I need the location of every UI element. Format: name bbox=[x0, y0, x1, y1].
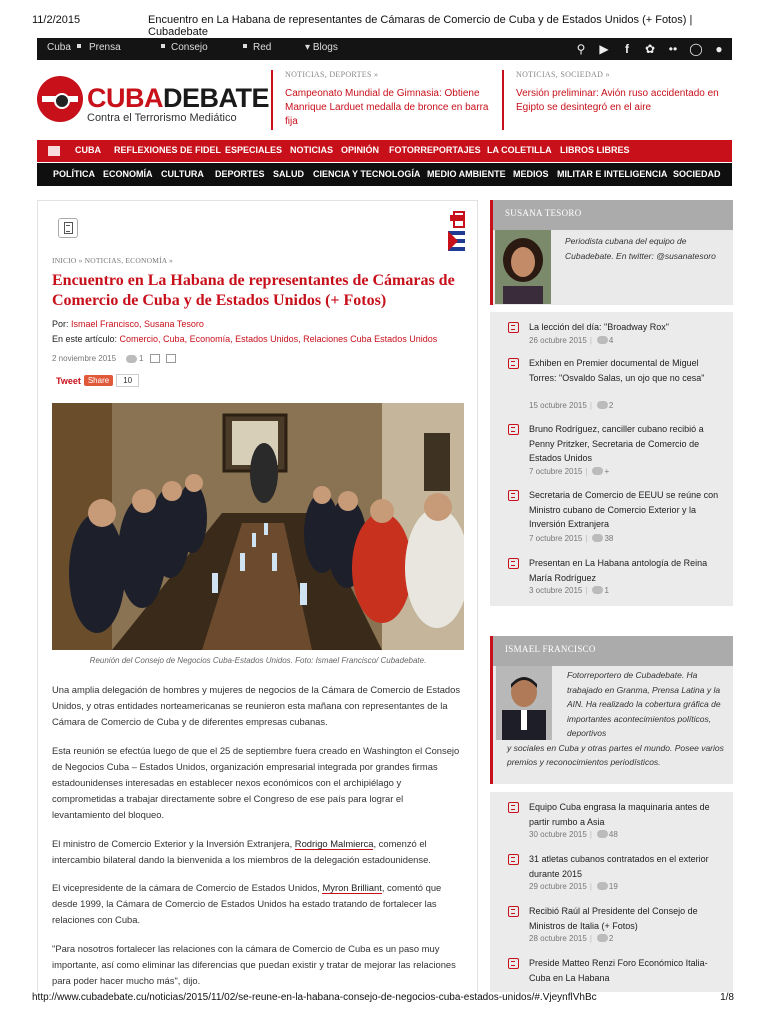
header-news-headline[interactable]: Versión preliminar: Avión ruso accidentado en Egipto se desintegró en el aire bbox=[516, 88, 719, 113]
topbar-link-prensa[interactable]: Prensa bbox=[89, 42, 121, 53]
person-link-brilliant[interactable]: Myron Brilliant bbox=[322, 882, 382, 894]
author-avatar bbox=[495, 230, 551, 304]
nav-item-cuba[interactable]: CUBA bbox=[75, 145, 101, 155]
share-button[interactable]: Share bbox=[84, 375, 113, 386]
cuba-flag-icon[interactable] bbox=[448, 231, 465, 251]
ivoox-icon[interactable]: ◯ bbox=[689, 42, 703, 56]
print-icon[interactable] bbox=[450, 211, 464, 224]
nav-item-deportes[interactable]: DEPORTES bbox=[215, 169, 265, 179]
nav-item-politica[interactable]: POLÍTICA bbox=[53, 169, 95, 179]
author-articles-list: Equipo Cuba engrasa la maquinaria antes de partir rumbo a Asia 30 octubre 2015 | 48 31 atletas cubanos contratados en el exterior durante 2015 29 octubre 2015 | 19 Recibió Raúl al Presidente del Consejo de Ministros de Italia (+ Fotos) 28 octubre 2015 | 2 Preside Matteo Renzi Foro Económico Italia-Cuba en La Habana bbox=[490, 792, 733, 992]
author-box-susana bbox=[490, 200, 733, 305]
header-news-item bbox=[271, 70, 496, 130]
topbar-link-blogs[interactable]: ▾ Blogs bbox=[305, 42, 338, 53]
topbar-link-consejo[interactable]: Consejo bbox=[155, 42, 208, 53]
article-paragraph: El ministro de Comercio Exterior y la Inversión Extranjera, Rodrigo Malmierca, comenzó el intercambio bilateral dando la bienvenida a los miembros de la delegación estadounidense. bbox=[52, 837, 431, 865]
primary-nav bbox=[37, 140, 732, 162]
tweet-button[interactable]: Tweet bbox=[56, 375, 81, 386]
article-byline bbox=[52, 319, 204, 329]
article-date: 2 noviembre 2015 bbox=[52, 354, 117, 363]
author-name[interactable]: SUSANA TESORO bbox=[493, 200, 733, 230]
article-title: Encuentro en La Habana de representantes de Cámaras de Comercio de Cuba y de Estados Unidos (+ Fotos) bbox=[52, 272, 455, 309]
header-news-headline[interactable]: Campeonato Mundial de Gimnasia: Obtiene Manrique Larduet medalla de bronce en barra fija bbox=[285, 88, 489, 127]
article-paragraph: Esta reunión se efectúa luego de que el 25 de septiembre fuera creado en Washington el Consejo de Negocios Cuba – Estados Unidos, organización empresarial integrada por grandes firmas estadounidenses interesadas en establecer nexos económicos con el archipiélago y comprometidas a trabajar directamente sobre el Congreso de ese país para lograr el levantamiento del bloqueo. bbox=[52, 744, 460, 821]
email-icon[interactable] bbox=[150, 354, 160, 363]
facebook-icon[interactable]: f bbox=[625, 42, 629, 56]
nav-item-libros[interactable]: LIBROS LIBRES bbox=[560, 145, 630, 155]
author-bio: Periodista cubana del equipo de Cubadebate. En twitter: @susanatesoro bbox=[565, 236, 716, 261]
article-body bbox=[52, 682, 464, 1001]
flickr-icon[interactable]: •• bbox=[668, 42, 678, 56]
article-icon bbox=[508, 958, 519, 969]
article-icon bbox=[508, 802, 519, 813]
print-header bbox=[32, 14, 736, 38]
nav-item-cultura[interactable]: CULTURA bbox=[161, 169, 204, 179]
nav-item-salud[interactable]: SALUD bbox=[273, 169, 304, 179]
nav-item-sociedad[interactable]: SOCIEDAD bbox=[673, 169, 721, 179]
comment-bubble-icon bbox=[126, 355, 137, 363]
nav-item-ciencia[interactable]: CIENCIA Y TECNOLOGÍA bbox=[313, 169, 421, 179]
article-photo[interactable] bbox=[52, 403, 464, 650]
youtube-icon[interactable]: ▶ bbox=[599, 42, 609, 56]
search-icon[interactable]: ⚲ bbox=[576, 42, 586, 56]
twitter-icon[interactable]: ✿ bbox=[644, 42, 656, 56]
author-articles-list: La lección del día: "Broadway Rox" 26 octubre 2015 | 4 Exhiben en Premier documental de Miguel Torres: "Osvaldo Salas, un ojo que no cesa" 15 octubre 2015 | 2 Bruno Rodríguez, canciller cubano recibió a Penny Pritzker, Secretaria de Comercio de Estados Unidos 7 octubre 2015 | + Secretaria de Comercio de EEUU se reúne con Ministro cubano de Comercio Exterior y la Inversión Extranjera 7 octubre 2015 | 38 Presentan en La Habana antología de Reina María Rodríguez 3 octubre 2015 | 1 bbox=[490, 312, 733, 606]
secondary-nav bbox=[37, 163, 732, 186]
nav-item-noticias[interactable]: NOTICIAS bbox=[290, 145, 334, 155]
meeting-photo-illustration bbox=[52, 403, 464, 650]
article-document-icon bbox=[58, 218, 78, 238]
article-icon bbox=[508, 854, 519, 865]
nav-item-especiales[interactable]: ESPECIALES bbox=[225, 145, 283, 155]
article-icon bbox=[508, 424, 519, 435]
logo-tagline: Contra el Terrorismo Mediático bbox=[87, 112, 237, 124]
share-count: 10 bbox=[116, 374, 139, 387]
article-icon bbox=[508, 558, 519, 569]
topbar-icons bbox=[574, 41, 726, 57]
nav-item-medio-ambiente[interactable]: MEDIO AMBIENTE bbox=[427, 169, 506, 179]
nav-item-reflexiones[interactable]: REFLEXIONES DE FIDEL bbox=[114, 145, 222, 155]
comment-count[interactable]: 1 bbox=[139, 354, 144, 363]
logo-wordmark: CUBADEBATE bbox=[87, 83, 270, 113]
print-title: Encuentro en La Habana de representantes de Cámaras de Comercio de Cuba y de Estados Unidos (+ Fotos) | Cubadebate bbox=[148, 14, 693, 38]
topbar-link-red[interactable]: Red bbox=[237, 42, 271, 53]
article-meta bbox=[52, 354, 176, 363]
author-bio: Fotorreportero de Cubadebate. Ha trabajado en Granma, Prensa Latina y la AIN. Ha realizado la cobertura gráfica de importantes acontecimientos políticos, deportivos y sociales en Cuba y otras partes el mundo. Posee varios premios y reconocimientos periodísticos. bbox=[507, 670, 724, 767]
article-paragraph: "Para nosotros fortalecer las relaciones con la cámara de Comercio de Cuba es un paso muy importante, así como eliminar las diferencias que puedan existir y tratar de mejorar las relaciones para poder hacer mucho más", dijo. bbox=[52, 942, 456, 987]
print-url: http://www.cubadebate.cu/noticias/2015/11/02/se-reune-en-la-habana-consejo-de-negocios-cuba-estados-unidos/#.VjeynflVhBc bbox=[32, 992, 597, 1003]
author-links[interactable]: Ismael Francisco, Susana Tesoro bbox=[71, 319, 204, 329]
nav-item-coletilla[interactable]: LA COLETILLA bbox=[487, 145, 552, 155]
person-link-malmierca[interactable]: Rodrigo Malmierca bbox=[294, 837, 374, 849]
article bbox=[37, 200, 478, 992]
nav-item-opinion[interactable]: OPINIÓN bbox=[341, 145, 380, 155]
nav-item-medios[interactable]: MEDIOS bbox=[513, 169, 549, 179]
article-icon bbox=[508, 490, 519, 501]
article-icon bbox=[508, 906, 519, 917]
breadcrumb[interactable]: INICIO » NOTICIAS, ECONOMÍA » bbox=[52, 256, 174, 265]
cuba-map-icon bbox=[48, 146, 60, 156]
photo-caption: Reunión del Consejo de Negocios Cuba-Estados Unidos. Foto: Ismael Francisco/ Cubadebate. bbox=[89, 656, 427, 665]
site-logo[interactable] bbox=[37, 70, 270, 140]
article-paragraph: El vicepresidente de la cámara de Comercio de Estados Unidos, Myron Brilliant, comentó que desde 1999, la Cámara de Comercio de Estados Unidos ha estado tratando de fortalecer las relaciones con Cuba. bbox=[52, 882, 442, 926]
header-news-category[interactable]: NOTICIAS, DEPORTES » bbox=[285, 70, 379, 79]
tag-links[interactable]: Comercio, Cuba, Economía, Estados Unidos, Relaciones Cuba Estados Unidos bbox=[119, 334, 438, 344]
tags-label: En este artículo: bbox=[52, 334, 120, 344]
print-page-number: 1/8 bbox=[720, 992, 734, 1003]
rss-icon[interactable]: ● bbox=[715, 42, 723, 56]
header-news-category[interactable]: NOTICIAS, SOCIEDAD » bbox=[516, 70, 610, 79]
topbar-link-cuba[interactable]: Cuba bbox=[47, 42, 87, 53]
nav-item-fotorreportajes[interactable]: FOTORREPORTAJES bbox=[389, 145, 481, 155]
article-tags bbox=[52, 334, 472, 344]
article-paragraph: Una amplia delegación de hombres y mujeres de negocios de la Cámara de Comercio de Estados Unidos, y otras entidades norteamericanas se reunieron esta mañana con representantes de la Cámara de Comercio de Cuba y de diferentes empresas cubanas. bbox=[52, 684, 461, 728]
nav-item-economia[interactable]: ECONOMÍA bbox=[103, 169, 153, 179]
article-icon bbox=[508, 322, 519, 333]
logo-emblem-icon bbox=[37, 76, 83, 122]
nav-item-militar[interactable]: MILITAR E INTELIGENCIA bbox=[557, 169, 668, 179]
header-news-item bbox=[502, 70, 727, 130]
print-small-icon[interactable] bbox=[166, 354, 176, 363]
author-name[interactable]: ISMAEL FRANCISCO bbox=[493, 636, 733, 666]
author-box-ismael bbox=[490, 636, 733, 784]
byline-label: Por: bbox=[52, 319, 72, 329]
top-bar bbox=[37, 38, 732, 60]
print-date: 11/2/2015 bbox=[32, 14, 81, 26]
article-icon bbox=[508, 358, 519, 369]
share-row bbox=[56, 374, 139, 387]
